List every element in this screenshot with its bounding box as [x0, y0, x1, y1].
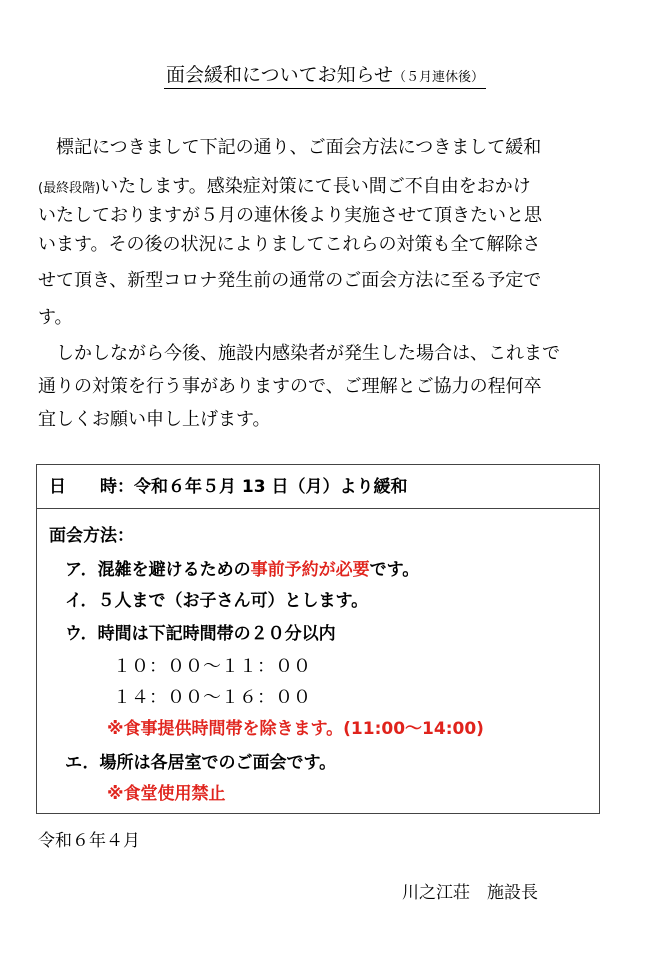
body-line-8: 通りの対策を行う事がありますので、ご理解とご協力の程何卒 — [38, 376, 542, 397]
issue-date: 令和６年４月 — [38, 831, 140, 851]
title-underline — [164, 64, 486, 89]
title-main: 面会緩和についてお知らせ — [165, 64, 394, 86]
item-i: イ．５人まで（お子さん可）とします。 — [65, 591, 369, 611]
time-slot-2: １４：００～１６：００ — [113, 687, 311, 708]
datetime-row: 日 時：令和６年５月 13 日（月）より緩和 — [37, 465, 599, 509]
method-label: 面会方法： — [49, 526, 134, 546]
body-line-1: 標記につきまして下記の通り、ご面会方法につきまして緩和 — [38, 137, 542, 158]
dining-note: ※食堂使用禁止 — [107, 784, 226, 804]
body-line-2-text: いたします。感染症対策にて長い間ご不自由をおかけ — [100, 176, 531, 197]
title-sub: （５月連休後） — [393, 70, 485, 85]
item-a-suffix: です。 — [369, 560, 420, 580]
page-title — [0, 62, 650, 91]
body-line-2-prefix: (最終段階) — [38, 181, 101, 196]
body-line-3: いたしておりますが５月の連休後より実施させて頂きたいと思 — [38, 205, 542, 226]
item-a — [65, 557, 419, 583]
signature: 川之江荘 施設長 — [402, 883, 538, 903]
item-a-prefix: ア．混雑を避けるための — [65, 560, 251, 580]
item-u: ウ．時間は下記時間帯の２０分以内 — [65, 624, 336, 644]
body-line-5: せて頂き、新型コロナ発生前の通常のご面会方法に至る予定で — [38, 270, 542, 291]
body-line-6: す。 — [38, 307, 73, 328]
body-line-2 — [38, 172, 618, 203]
meal-time-note: ※食事提供時間帯を除きます。(11:00～14:00) — [107, 719, 484, 739]
item-a-highlight: 事前予約が必要 — [250, 560, 370, 580]
item-e: エ．場所は各居室でのご面会です。 — [65, 753, 337, 773]
body-line-4: います。その後の状況によりましてこれらの対策も全て解除さ — [38, 234, 541, 255]
notice-box — [36, 464, 600, 814]
time-slot-1: １０：００～１１：００ — [113, 656, 311, 677]
body-line-7: しかしながら今後、施設内感染者が発生した場合は、これまで — [38, 343, 560, 364]
body-line-9: 宜しくお願い申し上げます。 — [38, 409, 271, 430]
